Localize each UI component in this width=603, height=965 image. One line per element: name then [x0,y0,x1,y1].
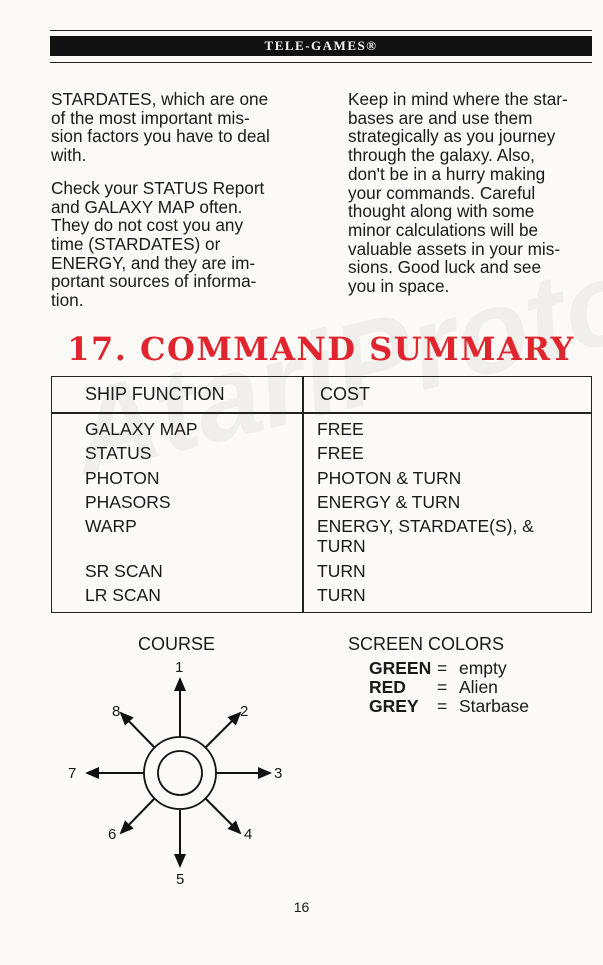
direction-label-1: 1 [175,659,184,676]
screen-color-row [369,658,507,679]
direction-arrow-8 [121,713,155,748]
table-cell-cost: FREE [317,443,364,463]
text-line: Keep in mind where the star- [348,89,568,109]
banner-rule [50,62,592,63]
text-line: Check your STATUS Report [51,177,265,198]
text-line: through the galaxy. Also, [348,145,535,166]
equals-sign: = [437,696,448,716]
text-line: with. [51,145,87,166]
direction-label-6: 6 [108,826,117,843]
paragraph-advice [348,90,592,296]
table-cell-function: WARP [85,516,137,536]
screen-color-row [369,677,498,698]
section-title: 17. COMMAND SUMMARY [67,330,575,368]
table-cell-cost: PHOTON & TURN [317,468,462,488]
text-line: sion factors you have to deal [51,126,270,147]
table-cell-cost: TURN [317,561,366,581]
color-name: RED [369,677,406,697]
paragraph-status [51,179,301,310]
table-cell-function: PHASORS [85,492,171,512]
text-line: valuable assets in your mis- [348,238,561,259]
equals-sign: = [437,658,448,678]
direction-arrow-2 [205,713,240,748]
table-cell-cost-continued: TURN [317,536,366,556]
color-name: GREEN [369,658,432,678]
direction-arrow-6 [121,798,155,833]
direction-label-7: 7 [68,765,77,782]
table-cell-cost: TURN [317,585,366,605]
text-line: you in space. [348,276,450,297]
table-cell-function: GALAXY MAP [85,419,198,439]
top-rule [50,30,592,31]
equals-sign: = [437,677,448,697]
text-line: strategically as you journey [348,126,556,147]
text-line: portant sources of informa- [51,271,257,292]
right-column [348,90,592,310]
direction-label-4: 4 [244,826,253,843]
text-line: time (STARDATES) or [51,233,221,254]
color-meaning: Starbase [459,696,530,716]
table-cell-function: LR SCAN [85,585,161,605]
table-cell-cost: ENERGY & TURN [317,492,461,512]
header-cost: COST [320,384,371,404]
table-cell-cost: ENERGY, STARDATE(S), & [317,516,534,536]
text-line: STARDATES, which are one [51,89,269,109]
header-divider [52,412,591,414]
table-cell-function: PHOTON [85,468,160,488]
text-line: thought along with some [348,201,535,222]
paragraph-stardates [51,90,301,165]
dial-inner-ring [158,751,202,795]
page-number: 16 [293,899,310,915]
text-line: They do not cost you any [51,215,244,236]
color-name: GREY [369,696,419,716]
screen-color-row [369,696,529,717]
text-line: tion. [51,290,84,311]
text-line: don't be in a hurry making [348,163,546,184]
screen-colors-title: SCREEN COLORS [348,634,505,654]
text-line: of the most important mis- [51,107,250,128]
direction-label-5: 5 [176,871,185,888]
dial-outer-ring [144,737,216,809]
command-summary-table [51,376,592,613]
text-line: minor calculations will be [348,219,539,240]
text-line: and GALAXY MAP often. [51,196,243,217]
color-meaning: empty [459,658,507,678]
direction-label-8: 8 [112,703,121,720]
text-line: bases are and use them [348,107,533,128]
left-column [51,90,301,324]
text-line: sions. Good luck and see [348,257,541,278]
brand-banner: TELE-GAMES® [50,36,592,56]
color-meaning: Alien [459,677,498,697]
direction-label-3: 3 [274,765,283,782]
text-line: ENERGY, and they are im- [51,252,256,273]
table-cell-function: STATUS [85,443,152,463]
direction-label-2: 2 [240,703,249,720]
direction-arrow-4 [205,798,240,833]
course-label: COURSE [138,634,216,654]
table-cell-cost: FREE [317,419,364,439]
table-cell-function: SR SCAN [85,561,163,581]
header-ship-function: SHIP FUNCTION [85,384,225,404]
text-line: your commands. Careful [348,182,536,203]
